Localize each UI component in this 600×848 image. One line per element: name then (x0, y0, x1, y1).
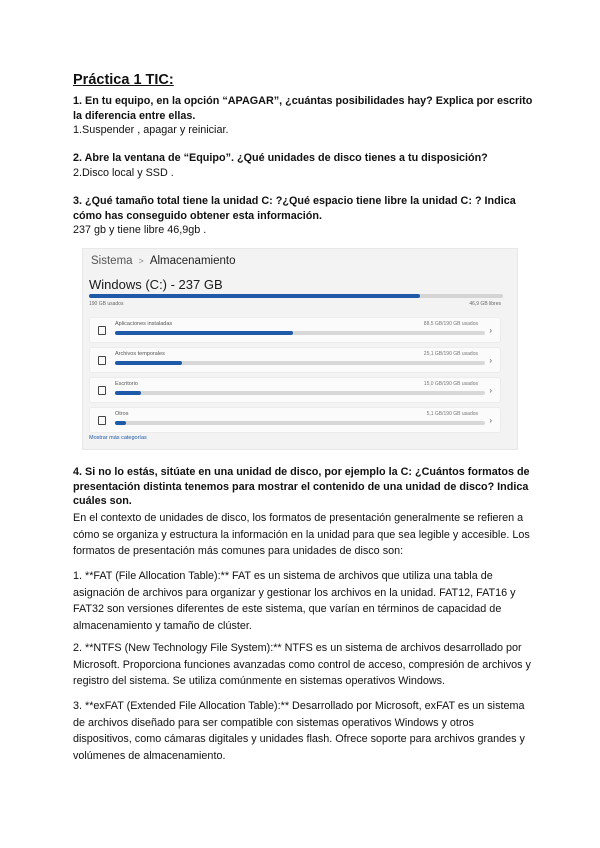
category-size: 88,5 GB/190 GB usados (423, 321, 478, 327)
breadcrumb-current: Almacenamiento (149, 255, 236, 267)
category-name: Escritorio (115, 381, 138, 387)
category-size: 25,1 GB/190 GB usados (423, 351, 478, 357)
page-title: Práctica 1 TIC: (73, 72, 174, 88)
paragraph-fat: 1. **FAT (File Allocation Table):** FAT es un sistema de archivos que utiliza una tabla de asignación de archivos para organizar y gestionar los archivos en la unidad. FAT12, FAT16 y FAT32 son versiones diferentes de este sistema, que varían en términos de capacidad de almacenamiento y tamaño de clúster. (73, 570, 516, 632)
apps-icon (98, 326, 106, 335)
category-bar-fill (115, 361, 182, 365)
category-bar (115, 421, 485, 425)
category-temp[interactable] (89, 347, 501, 373)
category-size: 15,0 GB/190 GB usados (423, 381, 478, 387)
drive-title: Windows (C:) - 237 GB (89, 277, 223, 292)
category-bar (115, 331, 485, 335)
category-bar (115, 391, 485, 395)
answer-1: 1.Suspender , apagar y reiniciar. (73, 124, 229, 136)
category-size: 5,1 GB/190 GB usados (426, 411, 478, 417)
drive-usage-bar (89, 294, 503, 298)
answer-3: 237 gb y tiene libre 46,9gb . (73, 224, 207, 236)
category-name: Archivos temporales (115, 351, 165, 357)
desktop-icon (98, 386, 106, 395)
category-name: Otros (115, 411, 129, 417)
question-3: 3. ¿Qué tamaño total tiene la unidad C: ?¿Qué espacio tiene libre la unidad C: ? Indica cómo has conseguido obtener esta información. (73, 195, 516, 222)
category-apps[interactable] (89, 317, 501, 343)
breadcrumb-separator: > (138, 256, 144, 266)
category-bar-fill (115, 331, 293, 335)
drive-usage-fill (89, 294, 420, 298)
paragraph-intro: En el contexto de unidades de disco, los formatos de presentación generalmente se refieren a cómo se organiza y estructura la información en la unidad para que sea legible y accesible. Los formatos de presentación más comunes para unidades de disco son: (73, 512, 530, 557)
question-1: 1. En tu equipo, en la opción “APAGAR”, ¿cuántas posibilidades hay? Explica por escrito la diferencia entre ellas. (73, 95, 533, 122)
category-bar (115, 361, 485, 365)
chevron-right-icon: › (489, 416, 492, 425)
breadcrumb (91, 255, 235, 267)
storage-screenshot (82, 248, 518, 450)
show-more-link[interactable]: Mostrar más categorías (89, 435, 147, 441)
chevron-right-icon: › (489, 326, 492, 335)
free-label: 46,9 GB libres (469, 301, 501, 307)
chevron-right-icon: › (489, 386, 492, 395)
category-name: Aplicaciones instaladas (115, 321, 173, 327)
category-bar-fill (115, 421, 126, 425)
answer-2: 2.Disco local y SSD . (73, 167, 174, 179)
category-other[interactable] (89, 407, 501, 433)
file-icon (98, 416, 106, 425)
paragraph-exfat: 3. **exFAT (Extended File Allocation Table):** Desarrollado por Microsoft, exFAT es un sistema de archivos diseñado para ser compatible con sistemas operativos Windows y otros dispositivos, como cámaras digitales y unidades flash. Ofrece soporte para archivos grandes y volúmenes de almacenamiento. (73, 700, 525, 762)
paragraph-ntfs: 2. **NTFS (New Technology File System):** NTFS es un sistema de archivos desarrollado por Microsoft. Proporciona funciones avanzadas como control de acceso, compresión de archivos y registro del sistema. Se utiliza comúnmente en sistemas operativos Windows. (73, 642, 531, 687)
trash-icon (98, 356, 106, 365)
question-2: 2. Abre la ventana de “Equipo”. ¿Qué unidades de disco tienes a tu disposición? (73, 152, 488, 164)
breadcrumb-parent[interactable]: Sistema (91, 255, 133, 267)
chevron-right-icon: › (489, 356, 492, 365)
category-bar-fill (115, 391, 141, 395)
used-label: 190 GB usados (89, 301, 124, 307)
category-desktop[interactable] (89, 377, 501, 403)
question-4: 4. Si no lo estás, sitúate en una unidad de disco, por ejemplo la C: ¿Cuántos formatos de presentación distinta tenemos para mostrar el contenido de una unidad de disco? Indica cuáles son. (73, 466, 530, 507)
